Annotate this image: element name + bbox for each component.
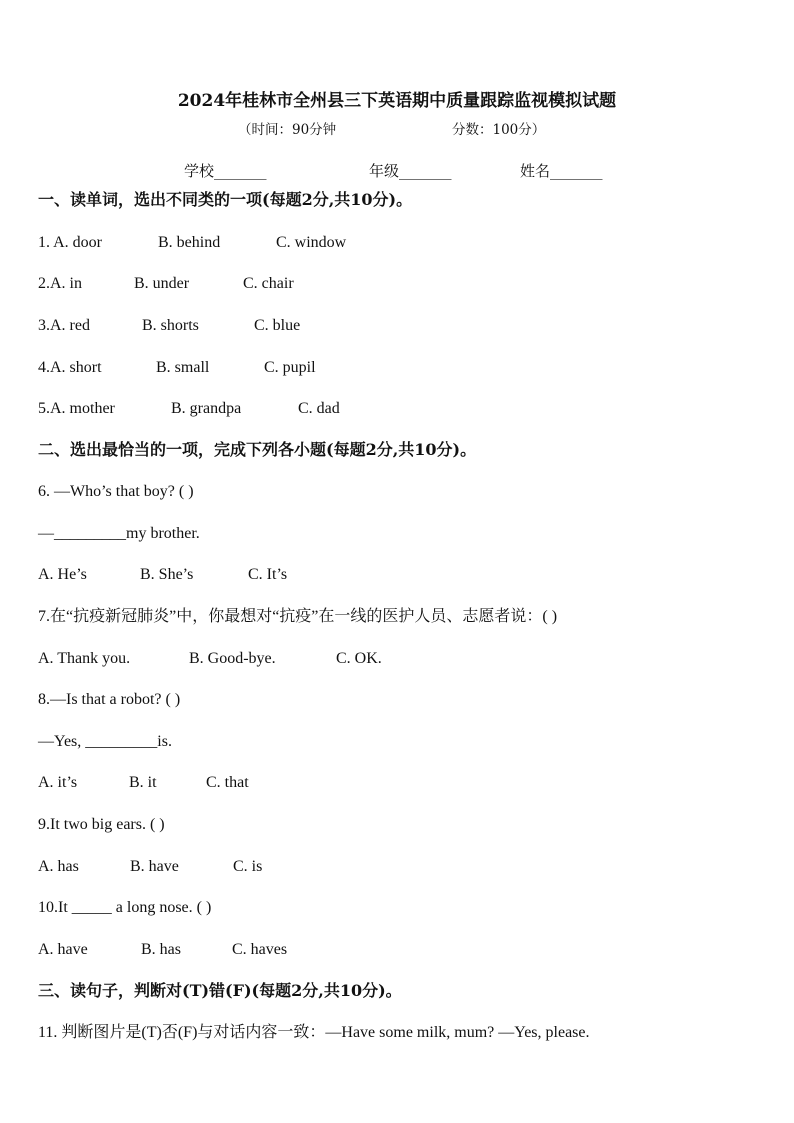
q9-stem: 9.It two big ears. ( ) bbox=[38, 816, 165, 833]
q3-option-c: C. blue bbox=[254, 317, 301, 334]
q2-option-b: B. under bbox=[134, 275, 190, 292]
question-1 bbox=[38, 233, 346, 253]
q5-option-b: B. grandpa bbox=[171, 400, 242, 417]
q6-option-c: C. It’s bbox=[248, 566, 288, 583]
exam-score: 分数：100分） bbox=[452, 122, 546, 138]
q6-option-a: A. He’s bbox=[38, 566, 87, 583]
q8-option-a: A. it’s bbox=[38, 774, 78, 791]
q6-option-b: B. She’s bbox=[140, 566, 194, 583]
q10-option-b: B. has bbox=[141, 941, 181, 958]
question-6-options bbox=[38, 565, 287, 585]
exam-time: （时间：90分钟 bbox=[238, 122, 337, 138]
q10-option-a: A. have bbox=[38, 941, 88, 958]
exam-title: 2024年桂林市全州县三下英语期中质量跟踪监视模拟试题 bbox=[177, 91, 617, 111]
q1-option-b: B. behind bbox=[158, 234, 221, 251]
q10-option-c: C. haves bbox=[232, 941, 288, 958]
q8-option-c: C. that bbox=[206, 774, 249, 791]
q3-option-b: B. shorts bbox=[142, 317, 199, 334]
question-3 bbox=[38, 316, 300, 336]
q6-stem: 6. —Who’s that boy? ( ) bbox=[38, 483, 194, 500]
field-school: 学校_______ bbox=[184, 162, 267, 180]
q2-option-c: C. chair bbox=[243, 275, 294, 292]
question-7-options bbox=[38, 649, 382, 669]
field-name: 姓名_______ bbox=[520, 162, 603, 180]
question-8-options bbox=[38, 773, 249, 793]
q4-option-c: C. pupil bbox=[264, 359, 316, 376]
q5-option-a: 5.A. mother bbox=[38, 400, 115, 417]
q1-option-a: 1. A. door bbox=[38, 234, 102, 251]
section-3-heading: 三、读句子，判断对(T)错(F)(每题2分,共10分)。 bbox=[38, 981, 402, 1000]
question-5 bbox=[38, 399, 340, 419]
section-1-heading: 一、读单词，选出不同类的一项(每题2分,共10分)。 bbox=[38, 190, 413, 209]
q2-option-a: 2.A. in bbox=[38, 275, 82, 292]
q7-option-a: A. Thank you. bbox=[38, 650, 131, 667]
q11-stem: 11. 判断图片是(T)否(F)与对话内容一致：—Have some milk, mum? —Yes, please. bbox=[38, 1024, 590, 1041]
question-2 bbox=[38, 274, 294, 294]
question-10-options bbox=[38, 940, 287, 960]
field-grade: 年级_______ bbox=[369, 162, 452, 180]
q8-line2: —Yes, _________is. bbox=[38, 733, 172, 750]
q1-option-c: C. window bbox=[276, 234, 347, 251]
q8-option-b: B. it bbox=[129, 774, 157, 791]
q7-stem: 7.在“抗疫新冠肺炎”中，你最想对“抗疫”在一线的医护人员、志愿者说：( ) bbox=[38, 608, 558, 625]
q9-option-b: B. have bbox=[130, 858, 179, 875]
section-2-heading: 二、选出最恰当的一项，完成下列各小题(每题2分,共10分)。 bbox=[38, 440, 477, 459]
question-4 bbox=[38, 358, 316, 378]
q4-option-a: 4.A. short bbox=[38, 359, 102, 376]
question-9-options bbox=[38, 857, 262, 877]
q7-option-b: B. Good-bye. bbox=[189, 650, 276, 667]
q3-option-a: 3.A. red bbox=[38, 317, 90, 334]
q9-option-a: A. has bbox=[38, 858, 79, 875]
q8-stem: 8.—Is that a robot? ( ) bbox=[38, 691, 181, 708]
q7-option-c: C. OK. bbox=[336, 650, 382, 667]
q5-option-c: C. dad bbox=[298, 400, 340, 417]
q6-line2: —_________my brother. bbox=[38, 525, 200, 542]
q9-option-c: C. is bbox=[233, 858, 263, 875]
q4-option-b: B. small bbox=[156, 359, 210, 376]
q10-stem: 10.It _____ a long nose. ( ) bbox=[38, 899, 212, 916]
